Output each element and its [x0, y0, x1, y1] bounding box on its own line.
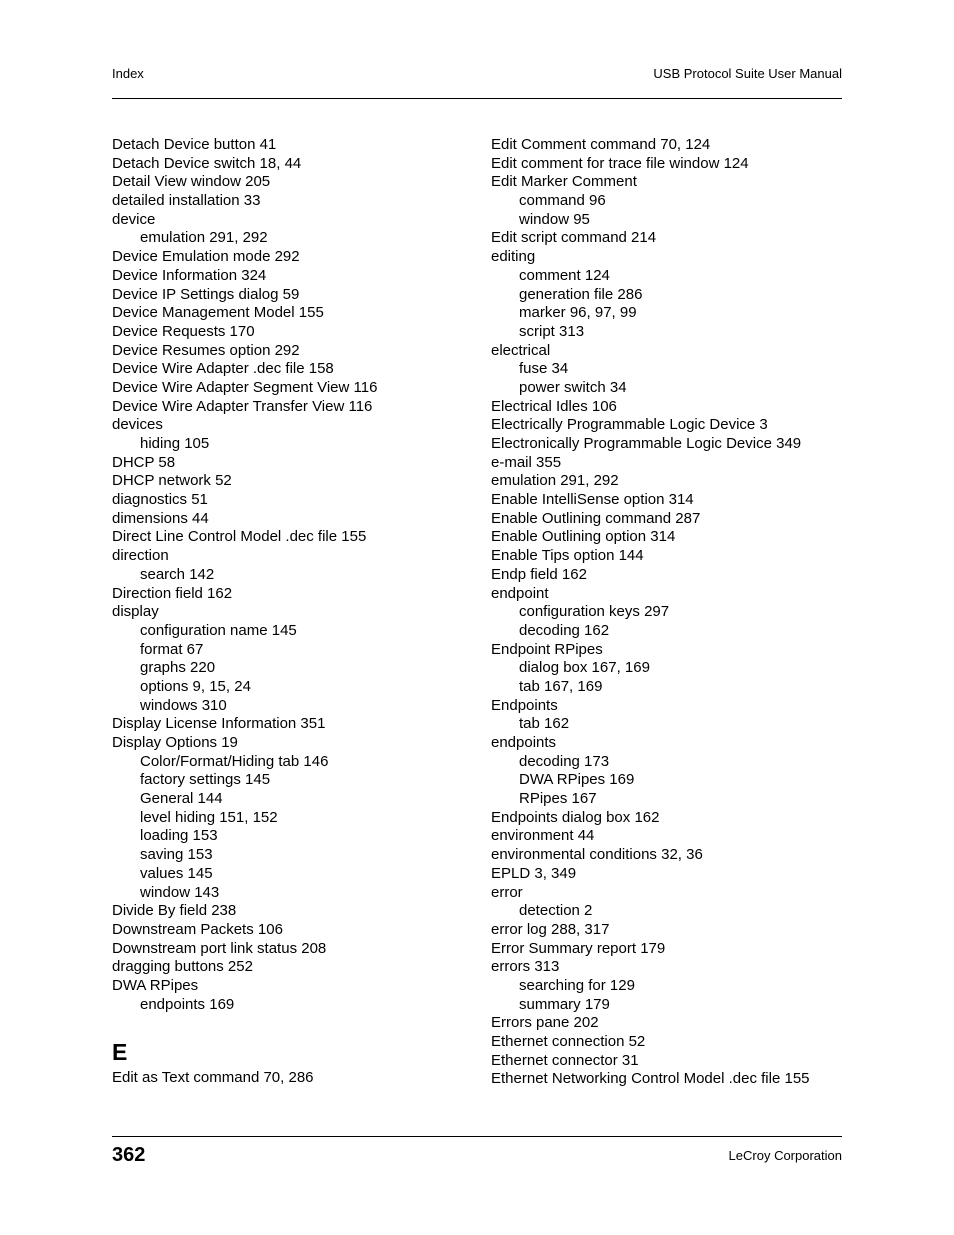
- index-entry: Detail View window 205: [112, 173, 271, 191]
- index-subentry: DWA RPipes 169: [519, 771, 635, 789]
- index-entry: Edit as Text command 70, 286: [112, 1069, 314, 1087]
- index-entry: Ethernet connection 52: [491, 1033, 646, 1050]
- index-subentry: options 9, 15, 24: [140, 677, 251, 695]
- index-entry: Device Wire Adapter Segment View 116: [112, 378, 378, 396]
- footer-rule: [112, 1136, 842, 1137]
- index-entry: Edit comment for trace file window 124: [491, 154, 749, 172]
- index-entry: endpoint: [491, 584, 549, 602]
- footer-company: LeCroy Corporation: [728, 1148, 842, 1163]
- index-entry: electrical: [491, 341, 551, 359]
- index-entry: environmental conditions 32, 36: [491, 846, 703, 864]
- index-entry: error log 288, 317: [491, 920, 610, 938]
- index-subentry: window 143: [140, 883, 220, 901]
- index-subentry: Color/Format/Hiding tab 146: [140, 752, 329, 770]
- section-letter: E: [112, 1039, 128, 1066]
- index-entry: errors 313: [491, 958, 560, 976]
- left-entries: [112, 136, 482, 1014]
- index-entry: Edit Marker Comment: [491, 173, 637, 191]
- index-entry: Electronically Programmable Logic Device 349: [491, 435, 802, 452]
- index-entry: Direction field 162: [112, 584, 233, 602]
- index-entry: device: [112, 210, 156, 228]
- index-entry: Downstream Packets 106: [112, 920, 283, 938]
- header-rule: [112, 98, 842, 99]
- index-entry: Edit script command 214: [491, 229, 657, 247]
- index-entry: Detach Device button 41: [112, 136, 277, 153]
- index-subentry: values 145: [140, 864, 213, 882]
- index-entry: emulation 291, 292: [491, 472, 619, 490]
- index-entry: Device Requests 170: [112, 322, 255, 340]
- index-subentry: tab 167, 169: [519, 677, 603, 695]
- index-entry: Electrical Idles 106: [491, 397, 617, 415]
- index-entry: Enable Tips option 144: [491, 547, 644, 565]
- index-subentry: format 67: [140, 640, 204, 658]
- index-entry: display: [112, 603, 159, 621]
- index-entry: Detach Device switch 18, 44: [112, 154, 302, 172]
- index-column-right: [491, 136, 842, 1089]
- index-entry: environment 44: [491, 827, 595, 845]
- index-subentry: comment 124: [519, 266, 610, 284]
- index-subentry: command 96: [519, 192, 606, 210]
- index-subentry: searching for 129: [519, 976, 635, 994]
- index-subentry: fuse 34: [519, 360, 569, 378]
- index-subentry: graphs 220: [140, 659, 216, 677]
- index-subentry: script 313: [519, 322, 585, 340]
- index-subentry: dialog box 167, 169: [519, 659, 650, 677]
- index-subentry: decoding 162: [519, 621, 610, 639]
- index-entry: EPLD 3, 349: [491, 864, 577, 882]
- index-entry: e-mail 355: [491, 453, 562, 471]
- index-entry: Divide By field 238: [112, 902, 237, 920]
- index-subentry: configuration name 145: [140, 621, 297, 639]
- index-subentry: summary 179: [519, 995, 610, 1013]
- index-entry: dimensions 44: [112, 509, 209, 527]
- index-entry: direction: [112, 547, 169, 565]
- running-header-section: Index: [112, 66, 144, 81]
- index-entry: devices: [112, 416, 163, 434]
- index-entry: Device Wire Adapter .dec file 158: [112, 360, 334, 378]
- index-entry: diagnostics 51: [112, 491, 208, 509]
- index-entry: Endpoint RPipes: [491, 640, 603, 658]
- index-entry: Ethernet connector 31: [491, 1051, 639, 1069]
- index-subentry: generation file 286: [519, 285, 643, 303]
- index-entry: Device IP Settings dialog 59: [112, 285, 300, 303]
- index-entry: DHCP 58: [112, 453, 176, 471]
- index-entry: Endpoints: [491, 696, 558, 714]
- index-entry: Enable Outlining option 314: [491, 528, 676, 546]
- index-entry: Device Emulation mode 292: [112, 248, 300, 266]
- index-subentry: hiding 105: [140, 435, 210, 452]
- index-entry: Error Summary report 179: [491, 939, 666, 957]
- page-number: 362: [112, 1144, 146, 1166]
- index-entry: Device Management Model 155: [112, 304, 324, 322]
- index-subentry: windows 310: [140, 696, 227, 714]
- index-entry: Downstream port link status 208: [112, 939, 327, 957]
- index-subentry: saving 153: [140, 846, 213, 864]
- index-entry: Display License Information 351: [112, 715, 326, 733]
- index-entry: Electrically Programmable Logic Device 3: [491, 416, 768, 434]
- index-subentry: emulation 291, 292: [140, 229, 268, 247]
- index-entry: editing: [491, 248, 536, 266]
- running-header-title: USB Protocol Suite User Manual: [653, 66, 842, 81]
- index-entry: Edit Comment command 70, 124: [491, 136, 711, 153]
- index-entry: Device Wire Adapter Transfer View 116: [112, 397, 373, 415]
- index-entry: Enable Outlining command 287: [491, 509, 701, 527]
- index-entry: DWA RPipes: [112, 976, 199, 994]
- right-entries: [491, 136, 842, 1089]
- index-entry: Errors pane 202: [491, 1014, 599, 1032]
- index-entry: Direct Line Control Model .dec file 155: [112, 528, 367, 546]
- index-subentry: tab 162: [519, 715, 570, 733]
- index-subentry: search 142: [140, 565, 215, 583]
- left-entries-after-letter: [112, 1069, 482, 1088]
- index-entry: Ethernet Networking Control Model .dec file 155: [491, 1070, 810, 1088]
- index-entry: endpoints: [491, 734, 557, 751]
- index-entry: Device Information 324: [112, 266, 267, 284]
- index-subentry: decoding 173: [519, 752, 610, 770]
- index-entry: Endpoints dialog box 162: [491, 808, 660, 826]
- index-subentry: endpoints 169: [140, 995, 235, 1013]
- index-subentry: General 144: [140, 790, 223, 808]
- index-entry: error: [491, 883, 523, 901]
- index-subentry: factory settings 145: [140, 771, 271, 789]
- index-subentry: loading 153: [140, 827, 218, 845]
- index-subentry: marker 96, 97, 99: [519, 304, 637, 322]
- index-entry: Display Options 19: [112, 734, 238, 751]
- index-subentry: RPipes 167: [519, 790, 597, 808]
- index-entry: Device Resumes option 292: [112, 341, 300, 359]
- index-entry: Endp field 162: [491, 565, 587, 583]
- index-entry: detailed installation 33: [112, 192, 261, 210]
- index-column-left: [112, 136, 482, 1088]
- index-subentry: power switch 34: [519, 378, 627, 396]
- index-subentry: detection 2: [519, 902, 593, 920]
- index-entry: dragging buttons 252: [112, 958, 253, 976]
- index-subentry: configuration keys 297: [519, 603, 670, 621]
- index-subentry: level hiding 151, 152: [140, 808, 278, 826]
- index-subentry: window 95: [519, 210, 590, 228]
- index-entry: DHCP network 52: [112, 472, 232, 490]
- index-entry: Enable IntelliSense option 314: [491, 491, 694, 509]
